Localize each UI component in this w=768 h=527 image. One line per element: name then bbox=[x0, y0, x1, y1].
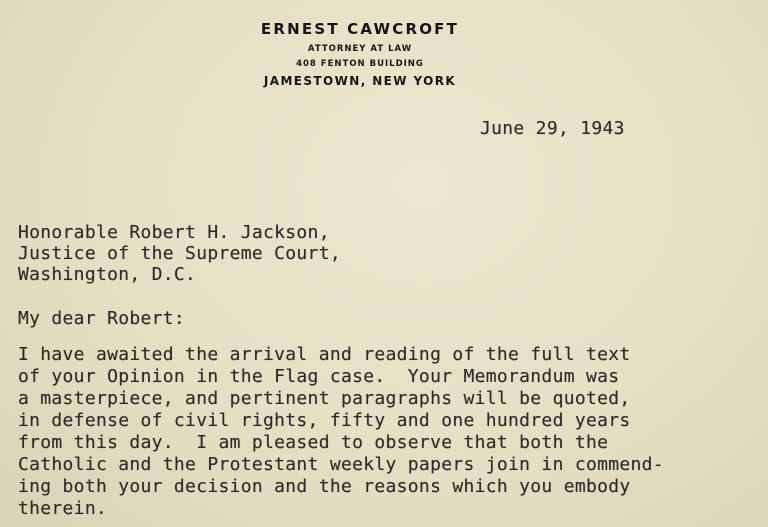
body-line: therein. bbox=[18, 498, 108, 519]
letterhead-name: ERNEST CAWCROFT bbox=[260, 20, 460, 38]
letterhead-address: 408 FENTON BUILDING bbox=[296, 59, 424, 69]
body-line: Catholic and the Protestant weekly papers join in commend- bbox=[18, 454, 664, 475]
recipient-line-3: Washington, D.C. bbox=[18, 264, 197, 285]
body-line: a masterpiece, and pertinent paragraphs will be quoted, bbox=[18, 388, 631, 409]
body-line: ing both your decision and the reasons which you embody bbox=[18, 476, 631, 497]
body-line: I have awaited the arrival and reading of the full text bbox=[18, 344, 631, 365]
body-line: from this day. I am pleased to observe that both the bbox=[18, 432, 609, 453]
recipient-line-1: Honorable Robert H. Jackson, bbox=[18, 222, 330, 243]
letter-date: June 29, 1943 bbox=[480, 118, 625, 139]
letterhead-title: ATTORNEY AT LAW bbox=[307, 44, 413, 54]
letterhead-city: JAMESTOWN, NEW YORK bbox=[263, 74, 457, 88]
body-line: in defense of civil rights, fifty and one hundred years bbox=[18, 410, 631, 431]
recipient-line-2: Justice of the Supreme Court, bbox=[18, 243, 341, 264]
salutation: My dear Robert: bbox=[18, 308, 186, 329]
body-line: of your Opinion in the Flag case. Your Memorandum was bbox=[18, 366, 620, 387]
